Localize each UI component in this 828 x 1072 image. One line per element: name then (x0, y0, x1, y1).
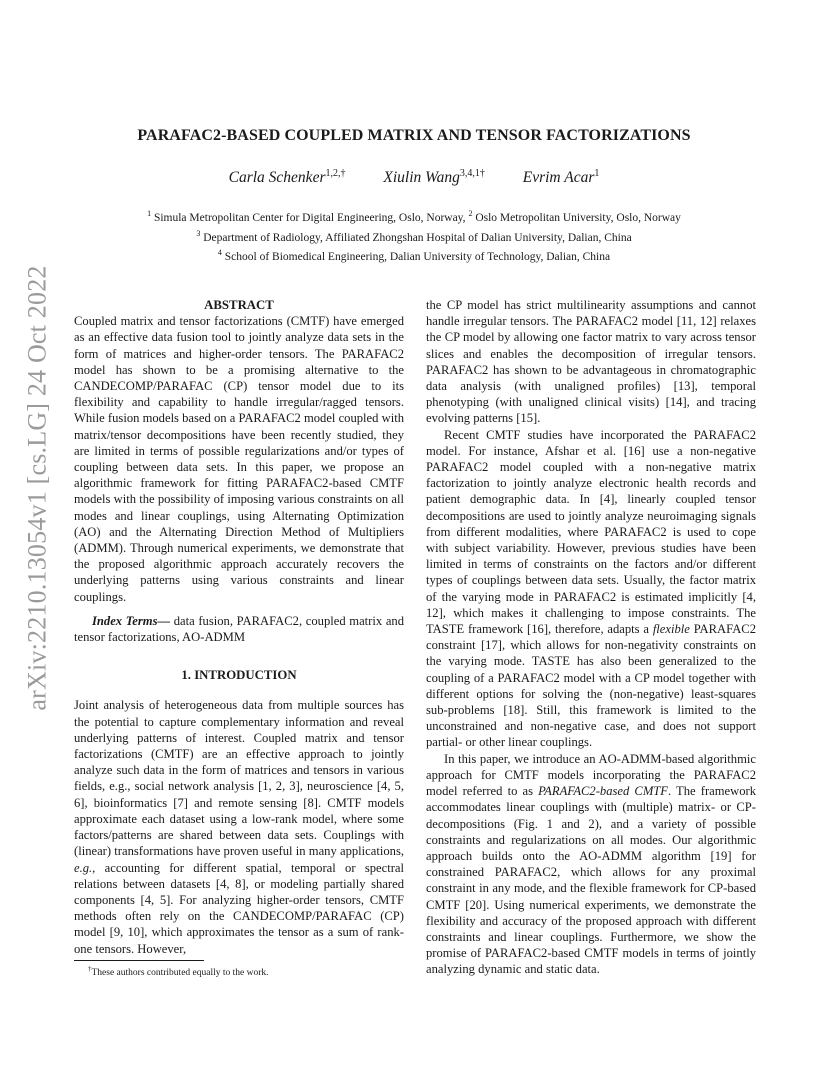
footnote-rule (74, 960, 204, 961)
affiliation-line-2 (0, 229, 828, 244)
affiliation-3: Department of Radiology, Affiliated Zhongshan Hospital of Dalian University, Dalian, China (203, 231, 632, 244)
arxiv-identifier-stamp (18, 265, 58, 711)
introduction-heading: 1. INTRODUCTION (181, 668, 297, 683)
affiliation-mark-2: 2 (468, 209, 473, 218)
affiliation-2: Oslo Metropolitan University, Oslo, Norway (475, 211, 681, 224)
index-terms (74, 613, 404, 645)
abstract-heading: ABSTRACT (204, 298, 274, 312)
author-2-marks: 3,4,1† (459, 168, 485, 179)
affiliation-mark-1: 1 (147, 209, 152, 218)
intro-paragraph-2 (426, 427, 756, 751)
author-list (0, 168, 828, 187)
abstract-body: Coupled matrix and tensor factorizations (CMTF) have emerged as an effective data fusion tool to jointly analyze data sets in the form of matrices and higher-order tensors. The PARAFAC2 model has shown to be a promising alternative to the CANDECOMP/PARAFAC (CP) tensor model due to its flexibility and capability to handle irregular/ragged tensors. While fusion models based on a PARAFAC2 model coupled with matrix/tensor decompositions have been recently studied, they are limited in terms of possible regularizations and/or types of coupling between data sets. In this paper, we propose an algorithmic framework for fitting PARAFAC2-based CMTF models with the possibility of imposing various constraints on all modes and linear couplings, using Alternating Optimization (AO) and the Alternating Direction Method of Multipliers (ADMM). Through numerical experiments, we demonstrate that the proposed algorithmic approach accurately recovers the underlying patterns using various constraints and linear couplings. (74, 314, 404, 604)
intro-p1-text-b: accounting for different spatial, temporal or spectral relations between datasets [4, 8], or modeling partially shared components [4, 5]. For analyzing higher-order tensors, CMTF methods often rely on the CANDECOMP/PARAFAC (CP) model [9, 10], which approximates the tensor as a sum of rank-one tensors. However, (74, 860, 404, 956)
author-3-marks: 1 (594, 168, 600, 179)
affiliation-line-1 (0, 209, 828, 224)
paper-title: PARAFAC2-BASED COUPLED MATRIX AND TENSOR FACTORIZATIONS (137, 127, 691, 144)
intro-p3-emphasis: PARAFAC2-based CMTF (538, 784, 669, 799)
author-2 (383, 169, 485, 186)
affiliation-line-3 (0, 248, 828, 263)
author-3-name: Evrim Acar (522, 169, 595, 187)
index-terms-text: data fusion, PARAFAC2, coupled matrix and tensor factorizations, AO-ADMM (74, 613, 404, 645)
author-3 (523, 169, 600, 186)
affiliation-1: Simula Metropolitan Center for Digital Engineering, Oslo, Norway, (153, 211, 466, 224)
affiliation-mark-3: 3 (196, 229, 201, 238)
left-column (74, 297, 404, 957)
footnote (88, 965, 269, 978)
intro-p3-text-b: . The framework accommodates linear couplings with (multiple) matrix- or CP-decompositions (Fig. 1 and 2), and a variety of possible constraints and regularizations on all modes. Our algorithmic approach builds onto the AO-ADMM algorithm [19] for constrained PARAFAC2, which allows for any proximal constraint in any mode, and the flexible framework for CP-based CMTF [20]. Using numerical experiments, we demonstrate the flexibility and accuracy of the proposed approach with different constraints and linear couplings. Furthermore, we show the promise of PARAFAC2-based CMTF models in terms of jointly analyzing dynamic and static data. (426, 784, 757, 977)
intro-p1-text-a: Joint analysis of heterogeneous data from multiple sources has the potential to capture complementary information and reveal underlying patterns of interest. Coupled matrix and tensor factorizations (CMTF) are an effective approach to jointly analyze such data in the form of matrices and tensors in various fields, e.g., social network analysis [1, 2, 3], neuroscience [4, 5, 6], bioinformatics [7] and remote sensing [8]. CMTF models approximate each dataset using a low-rank model, where some factors/patterns are shared between data sets. Couplings with (linear) transformations have proven useful in many applications, (74, 698, 404, 859)
arxiv-identifier-text: arXiv:2210.13054v1 [cs.LG] 24 Oct 2022 (23, 265, 53, 711)
intro-p1-eg: e.g., (74, 860, 96, 875)
author-2-name: Xiulin Wang (383, 169, 460, 187)
right-column (426, 297, 756, 978)
author-1-marks: 1,2,† (325, 168, 346, 179)
intro-p2-flexible: flexible (652, 622, 690, 637)
footnote-mark: † (88, 965, 92, 973)
intro-paragraph-3 (426, 751, 756, 978)
affiliation-mark-4: 4 (217, 248, 222, 257)
footnote-text: These authors contributed equally to the work. (91, 968, 269, 979)
author-1-name: Carla Schenker (228, 169, 326, 187)
affiliation-4: School of Biomedical Engineering, Dalian University of Technology, Dalian, China (224, 250, 611, 263)
author-1 (229, 169, 346, 186)
index-terms-label: Index Terms— (92, 613, 171, 628)
intro-p2-text-b: PARAFAC2 constraint [17], which allows for non-negativity constraints on the varying mode. TASTE has also been generalized to the coupling of a PARAFAC2 model with a CP model together with different options for solving the (non-negative) least-squares sub-problems [18]. Still, this framework is limited to the unconstrained and non-negative case, and does not support partial- or other linear couplings. (426, 622, 756, 750)
intro-p2-text-a: Recent CMTF studies have incorporated the PARAFAC2 model. For instance, Afshar et al. [16] use a non-negative PARAFAC2 model coupled with a non-negative matrix factorization to jointly analyze electronic health records and patient demographic data. In [4], linearly coupled tensor decompositions are used to jointly analyze neuroimaging signals from different modalities, where PARAFAC2 is used to cope with subject variability. However, previous studies have been limited in terms of constraints on the factors and/or different types of couplings between data sets. Usually, the factor matrix of the varying mode in PARAFAC2 is estimated implicitly [4, 12], which makes it challenging to impose constraints. The TASTE framework [16], therefore, adapts a (426, 427, 756, 637)
intro-paragraph-1-continued: the CP model has strict multilinearity assumptions and cannot handle irregular tensors. The PARAFAC2 model [11, 12] relaxes the CP model by allowing one factor matrix to vary across tensor slices and enables the decomposition of irregular tensors. PARAFAC2 has shown to be advantageous in chromatographic data analysis (with unaligned profiles) [13], temporal phenotyping (with unaligned clinical visits) [14], and tracing evolving patterns [15]. (426, 298, 756, 426)
intro-p3-text-a: In this paper, we introduce an AO-ADMM-based algorithmic approach for CMTF models incorporating the PARAFAC2 model referred to as (426, 751, 756, 799)
intro-paragraph-1 (74, 697, 404, 956)
